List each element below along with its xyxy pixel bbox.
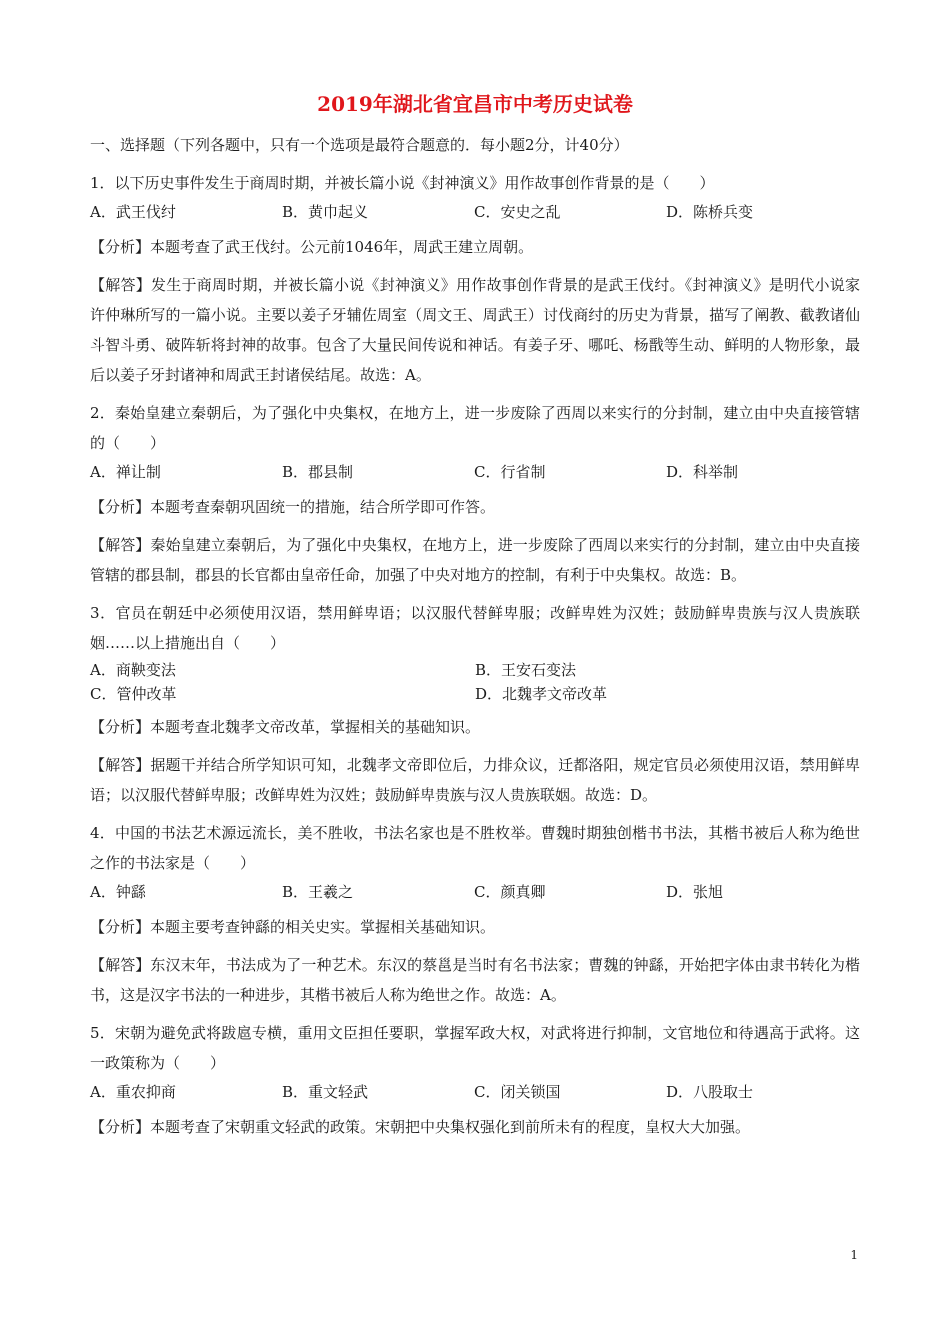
question-2: [90, 398, 860, 590]
analysis-text: 【分析】本题主要考查钟繇的相关史实。掌握相关基础知识。: [90, 918, 496, 936]
answer-text: 【解答】据题干并结合所学知识可知，北魏孝文帝即位后，力排众议，迁都洛阳，规定官员必须使用汉语，禁用鲜卑语；以汉服代替鲜卑服；改鲜卑姓为汉姓；鼓励鲜卑贵族与汉人贵族联姻。故选：D。: [90, 756, 860, 804]
question-options: [90, 878, 860, 906]
option-a: A．商鞅变法: [90, 661, 176, 679]
question-stem: 5．宋朝为避免武将跋扈专横，重用文臣担任要职，掌握军政大权，对武将进行抑制，文官地位和待遇高于武将。这一政策称为（ ）: [90, 1024, 860, 1072]
option-a: A．钟繇: [90, 883, 146, 901]
page-number: 1: [850, 1248, 858, 1262]
option-d: D．陈桥兵变: [666, 203, 754, 221]
analysis-text: 【分析】本题考查秦朝巩固统一的措施，结合所学即可作答。: [90, 498, 496, 516]
option-a: A．武王伐纣: [90, 203, 176, 221]
option-b: B．王羲之: [282, 883, 354, 901]
option-c: C．管仲改革: [90, 685, 177, 703]
option-a: A．重农抑商: [90, 1083, 176, 1101]
option-d: D．北魏孝文帝改革: [475, 685, 608, 703]
option-c: C．闭关锁国: [474, 1083, 561, 1101]
answer-text: 【解答】东汉末年，书法成为了一种艺术。东汉的蔡邕是当时有名书法家；曹魏的钟繇，开始把字体由隶书转化为楷书，这是汉字书法的一种进步，其楷书被后人称为绝世之作。故选：A。: [90, 956, 860, 1004]
page-title: 2019年湖北省宜昌市中考历史试卷: [317, 92, 633, 116]
document-page: [90, 90, 860, 1150]
option-a: A．禅让制: [90, 463, 161, 481]
question-stem: 2．秦始皇建立秦朝后，为了强化中央集权，在地方上，进一步废除了西周以来实行的分封制，建立由中央直接管辖的（ ）: [90, 404, 860, 452]
option-b: B．黄巾起义: [282, 203, 369, 221]
question-stem: 3．官员在朝廷中必须使用汉语，禁用鲜卑语；以汉服代替鲜卑服；改鲜卑姓为汉姓；鼓励鲜卑贵族与汉人贵族联姻……以上措施出自（ ）: [90, 604, 860, 652]
analysis-text: 【分析】本题考查了武王伐纣。公元前1046年，周武王建立周朝。: [90, 238, 534, 256]
option-b: B．郡县制: [282, 463, 354, 481]
option-d: D．八股取士: [666, 1083, 754, 1101]
option-d: D．张旭: [666, 883, 724, 901]
option-b: B．王安石变法: [475, 661, 577, 679]
analysis-text: 【分析】本题考查北魏孝文帝改革，掌握相关的基础知识。: [90, 718, 481, 736]
question-4: [90, 818, 860, 1010]
option-d: D．科举制: [666, 463, 739, 481]
question-options: [90, 1078, 860, 1106]
option-c: C．行省制: [474, 463, 546, 481]
question-options: [90, 658, 860, 706]
option-c: C．安史之乱: [474, 203, 561, 221]
question-options: [90, 458, 860, 486]
question-5: [90, 1018, 860, 1142]
section-heading: 一、选择题（下列各题中，只有一个选项是最符合题意的．每小题2分，计40分）: [90, 136, 629, 154]
question-3: [90, 598, 860, 810]
analysis-text: 【分析】本题考查了宋朝重文轻武的政策。宋朝把中央集权强化到前所未有的程度，皇权大大加强。: [90, 1118, 751, 1136]
question-1: [90, 168, 860, 390]
question-options: [90, 198, 860, 226]
option-b: B．重文轻武: [282, 1083, 369, 1101]
answer-text: 【解答】发生于商周时期，并被长篇小说《封神演义》用作故事创作背景的是武王伐纣。《封神演义》是明代小说家许仲琳所写的一篇小说。主要以姜子牙辅佐周室（周文王、周武王）讨伐商纣的历史为背景，描写了阐教、截教诸仙斗智斗勇、破阵斩将封神的故事。包含了大量民间传说和神话。有姜子牙、哪吒、杨戬等生动、鲜明的人物形象，最后以姜子牙封诸神和周武王封诸侯结尾。故选：A。: [90, 276, 860, 384]
question-stem: 1．以下历史事件发生于商周时期，并被长篇小说《封神演义》用作故事创作背景的是（ ）: [90, 174, 715, 192]
answer-text: 【解答】秦始皇建立秦朝后，为了强化中央集权，在地方上，进一步废除了西周以来实行的分封制，建立由中央直接管辖的郡县制，郡县的长官都由皇帝任命，加强了中央对地方的控制，有利于中央集权。故选：B。: [90, 536, 860, 584]
option-c: C．颜真卿: [474, 883, 546, 901]
question-stem: 4．中国的书法艺术源远流长，美不胜收，书法名家也是不胜枚举。曹魏时期独创楷书书法，其楷书被后人称为绝世之作的书法家是（ ）: [90, 824, 860, 872]
